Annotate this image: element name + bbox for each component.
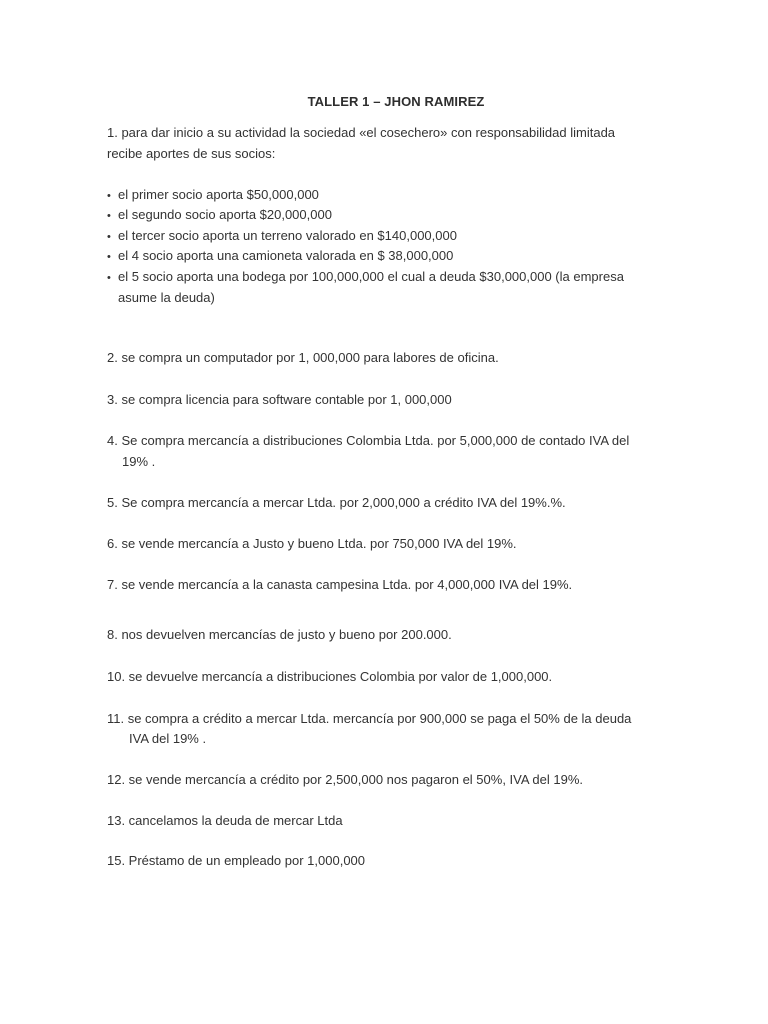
document-title: TALLER 1 – JHON RAMIREZ [307, 94, 485, 109]
bullet-item-1 [107, 185, 319, 206]
bullet-item-3 [107, 226, 457, 247]
item-13: 13. cancelamos la deuda de mercar Ltda [107, 813, 343, 828]
item-11-line-2: IVA del 19% . [129, 731, 207, 746]
item-1-line-2: recibe aportes de sus socios: [107, 146, 276, 161]
item-4-line-1: 4. Se compra mercancía a distribuciones Colombia Ltda. por 5,000,000 de contado IVA del [107, 433, 630, 448]
bullet-text: el segundo socio aporta $20,000,000 [118, 207, 332, 222]
bullet-text: el 5 socio aporta una bodega por 100,000,000 el cual a deuda $30,000,000 (la empresa [118, 269, 624, 284]
bullet-item-5-continuation: asume la deuda) [118, 290, 215, 305]
item-5: 5. Se compra mercancía a mercar Ltda. por 2,000,000 a crédito IVA del 19%.%. [107, 495, 566, 510]
bullet-icon: • [107, 210, 111, 222]
item-10: 10. se devuelve mercancía a distribuciones Colombia por valor de 1,000,000. [107, 669, 553, 684]
bullet-item-5 [107, 267, 624, 288]
item-12: 12. se vende mercancía a crédito por 2,500,000 nos pagaron el 50%, IVA del 19%. [107, 772, 584, 787]
item-8: 8. nos devuelven mercancías de justo y bueno por 200.000. [107, 627, 452, 642]
bullet-item-2 [107, 205, 332, 226]
bullet-text: el tercer socio aporta un terreno valorado en $140,000,000 [118, 228, 457, 243]
item-3: 3. se compra licencia para software contable por 1, 000,000 [107, 392, 452, 407]
item-11-line-1: 11. se compra a crédito a mercar Ltda. mercancía por 900,000 se paga el 50% de la deuda [107, 711, 632, 726]
item-6: 6. se vende mercancía a Justo y bueno Ltda. por 750,000 IVA del 19%. [107, 536, 517, 551]
bullet-icon: • [107, 272, 111, 284]
bullet-icon: • [107, 231, 111, 243]
item-2: 2. se compra un computador por 1, 000,000 para labores de oficina. [107, 350, 499, 365]
bullet-icon: • [107, 251, 111, 263]
bullet-text: el primer socio aporta $50,000,000 [118, 187, 319, 202]
item-15: 15. Préstamo de un empleado por 1,000,000 [107, 853, 366, 868]
bullet-icon: • [107, 190, 111, 202]
bullet-item-4 [107, 246, 453, 267]
bullet-text: el 4 socio aporta una camioneta valorada en $ 38,000,000 [118, 248, 454, 263]
item-7: 7. se vende mercancía a la canasta campesina Ltda. por 4,000,000 IVA del 19%. [107, 577, 573, 592]
item-1-line-1: 1. para dar inicio a su actividad la sociedad «el cosechero» con responsabilidad limitada [107, 125, 616, 140]
item-4-line-2: 19% . [122, 454, 156, 469]
